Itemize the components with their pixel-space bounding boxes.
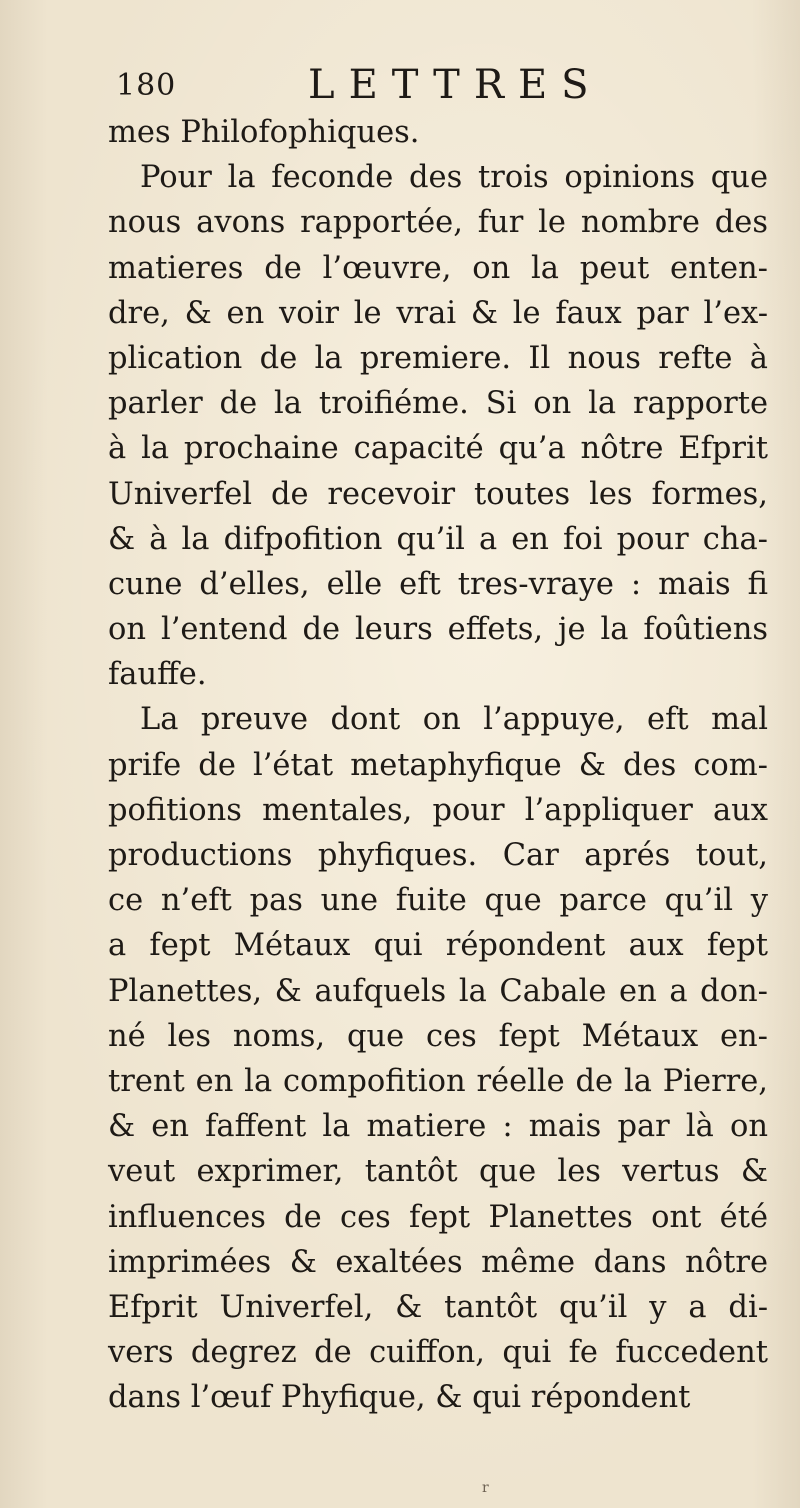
text-line: pofitions mentales, pour l’appliquer aux (108, 792, 768, 828)
text-line: influences de ces fept Planettes ont été (108, 1199, 768, 1235)
text-line: ce n’eft pas une fuite que parce qu’il y (108, 883, 768, 919)
text-line: on l’entend de leurs effets, je la foûtiens (108, 612, 768, 648)
text-line: Efprit Univerfel, & tantôt qu’il y a di- (108, 1289, 768, 1325)
text-line: a fept Métaux qui répondent aux fept (108, 928, 768, 964)
text-line: Univerfel de recevoir toutes les formes, (108, 476, 768, 512)
text-line: parler de la troifiéme. Si on la rapporte (108, 386, 768, 422)
text-line: Planettes, & aufquels la Cabale en a don- (108, 973, 768, 1009)
text-line: fauffe. (108, 657, 207, 693)
text-line: plication de la premiere. Il nous refte à (108, 340, 768, 376)
footer-mark: r (482, 1480, 489, 1496)
text-line: La preuve dont on l’appuye, eft mal (140, 702, 768, 738)
text-line: veut exprimer, tantôt que les vertus & (108, 1154, 768, 1190)
page-number: 180 (116, 68, 177, 103)
body-text (108, 110, 768, 1420)
text-line: dans l’œuf Phyfique, & qui répondent (108, 1380, 691, 1416)
text-line: prife de l’état metaphyfique & des com- (108, 747, 768, 783)
text-line: matieres de l’œuvre, on la peut enten- (108, 250, 768, 286)
text-line: à la prochaine capacité qu’a nôtre Efprit (108, 431, 768, 467)
text-line: mes Philofophiques. (108, 115, 420, 150)
text-line: imprimées & exaltées même dans nôtre (108, 1244, 768, 1280)
running-title: LETTRES (308, 62, 603, 108)
text-line: vers degrez de cuiffon, qui fe fuccedent (108, 1335, 768, 1371)
text-line: né les noms, que ces fept Métaux en- (108, 1018, 768, 1054)
text-line: productions phyfiques. Car aprés tout, (108, 838, 768, 873)
text-line: & en faffent la matiere : mais par là on (108, 1109, 768, 1145)
text-line: & à la difpofition qu’il a en foi pour cha- (108, 521, 768, 557)
text-line: Pour la feconde des trois opinions que (140, 160, 768, 196)
text-line: nous avons rapportée, fur le nombre des (108, 205, 768, 241)
text-line: cune d’elles, elle eft tres-vraye : mais fi (108, 566, 768, 602)
text-line: dre, & en voir le vrai & le faux par l’ex- (108, 295, 768, 331)
page-header (108, 62, 768, 112)
text-line: trent en la compofition réelle de la Pierre, (108, 1063, 768, 1099)
